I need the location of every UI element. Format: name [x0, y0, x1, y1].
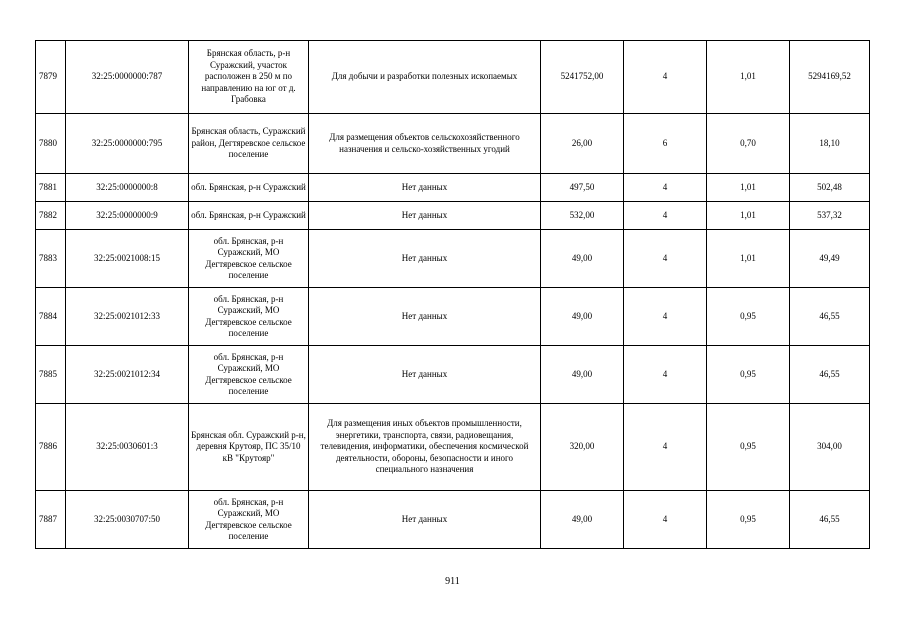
table-row	[36, 114, 870, 174]
result-cell: 46,55	[790, 491, 870, 549]
permitted-use-cell: Для размещения объектов сельскохозяйственного назначения и сельско-хозяйственных угодий	[309, 114, 541, 174]
permitted-use-cell: Нет данных	[309, 288, 541, 346]
cadastral-number-cell: 32:25:0021012:34	[66, 346, 189, 404]
group-cell: 4	[624, 41, 707, 114]
group-cell: 4	[624, 230, 707, 288]
address-cell: обл. Брянская, р-н Суражский	[189, 174, 309, 202]
value-cell: 49,00	[541, 288, 624, 346]
value-cell: 49,00	[541, 230, 624, 288]
table-row	[36, 288, 870, 346]
coefficient-cell: 0,95	[707, 404, 790, 491]
group-cell: 4	[624, 346, 707, 404]
address-cell: обл. Брянская, р-н Суражский, МО Дегтяревское сельское поселение	[189, 346, 309, 404]
table-row	[36, 230, 870, 288]
address-cell: обл. Брянская, р-н Суражский	[189, 202, 309, 230]
row-number-cell: 7886	[36, 404, 66, 491]
result-cell: 46,55	[790, 346, 870, 404]
row-number-cell: 7880	[36, 114, 66, 174]
row-number-cell: 7885	[36, 346, 66, 404]
address-cell: Брянская область, р-н Суражский, участок расположен в 250 м по направлению на юг от д. Грабовка	[189, 41, 309, 114]
group-cell: 4	[624, 404, 707, 491]
address-cell: обл. Брянская, р-н Суражский, МО Дегтяревское сельское поселение	[189, 230, 309, 288]
cadastral-number-cell: 32:25:0021012:33	[66, 288, 189, 346]
cadastral-number-cell: 32:25:0000000:8	[66, 174, 189, 202]
result-cell: 537,32	[790, 202, 870, 230]
row-number-cell: 7887	[36, 491, 66, 549]
group-cell: 4	[624, 174, 707, 202]
permitted-use-cell: Нет данных	[309, 346, 541, 404]
value-cell: 320,00	[541, 404, 624, 491]
permitted-use-cell: Нет данных	[309, 230, 541, 288]
address-cell: обл. Брянская, р-н Суражский, МО Дегтяревское сельское поселение	[189, 491, 309, 549]
address-cell: Брянская область, Суражский район, Дегтяревское сельское поселение	[189, 114, 309, 174]
coefficient-cell: 0,95	[707, 491, 790, 549]
value-cell: 497,50	[541, 174, 624, 202]
cadastral-number-cell: 32:25:0000000:787	[66, 41, 189, 114]
row-number-cell: 7882	[36, 202, 66, 230]
value-cell: 532,00	[541, 202, 624, 230]
coefficient-cell: 0,95	[707, 346, 790, 404]
value-cell: 49,00	[541, 491, 624, 549]
coefficient-cell: 1,01	[707, 230, 790, 288]
row-number-cell: 7881	[36, 174, 66, 202]
group-cell: 4	[624, 202, 707, 230]
value-cell: 49,00	[541, 346, 624, 404]
value-cell: 26,00	[541, 114, 624, 174]
result-cell: 46,55	[790, 288, 870, 346]
result-cell: 49,49	[790, 230, 870, 288]
cadastral-number-cell: 32:25:0030601:3	[66, 404, 189, 491]
permitted-use-cell: Нет данных	[309, 202, 541, 230]
result-cell: 502,48	[790, 174, 870, 202]
cadastral-number-cell: 32:25:0000000:795	[66, 114, 189, 174]
coefficient-cell: 1,01	[707, 41, 790, 114]
permitted-use-cell: Для размещения иных объектов промышленности, энергетики, транспорта, связи, радиовещания, телевидения, информатики, обеспечения космической деятельности, обороны, безопасности и иного специального назначения	[309, 404, 541, 491]
page-number: 911	[445, 576, 460, 587]
table-row	[36, 174, 870, 202]
result-cell: 5294169,52	[790, 41, 870, 114]
group-cell: 4	[624, 288, 707, 346]
cadastral-table	[35, 40, 870, 549]
table-row	[36, 346, 870, 404]
result-cell: 18,10	[790, 114, 870, 174]
cadastral-number-cell: 32:25:0030707:50	[66, 491, 189, 549]
table-row	[36, 41, 870, 114]
address-cell: обл. Брянская, р-н Суражский, МО Дегтяревское сельское поселение	[189, 288, 309, 346]
address-cell: Брянская обл. Суражский р-н, деревня Крутояр, ПС 35/10 кВ "Крутояр"	[189, 404, 309, 491]
coefficient-cell: 1,01	[707, 202, 790, 230]
coefficient-cell: 1,01	[707, 174, 790, 202]
group-cell: 6	[624, 114, 707, 174]
table-row	[36, 491, 870, 549]
permitted-use-cell: Нет данных	[309, 491, 541, 549]
coefficient-cell: 0,70	[707, 114, 790, 174]
row-number-cell: 7879	[36, 41, 66, 114]
table-row	[36, 202, 870, 230]
cadastral-number-cell: 32:25:0021008:15	[66, 230, 189, 288]
cadastral-number-cell: 32:25:0000000:9	[66, 202, 189, 230]
group-cell: 4	[624, 491, 707, 549]
row-number-cell: 7884	[36, 288, 66, 346]
result-cell: 304,00	[790, 404, 870, 491]
permitted-use-cell: Нет данных	[309, 174, 541, 202]
table-row	[36, 404, 870, 491]
permitted-use-cell: Для добычи и разработки полезных ископаемых	[309, 41, 541, 114]
value-cell: 5241752,00	[541, 41, 624, 114]
coefficient-cell: 0,95	[707, 288, 790, 346]
row-number-cell: 7883	[36, 230, 66, 288]
